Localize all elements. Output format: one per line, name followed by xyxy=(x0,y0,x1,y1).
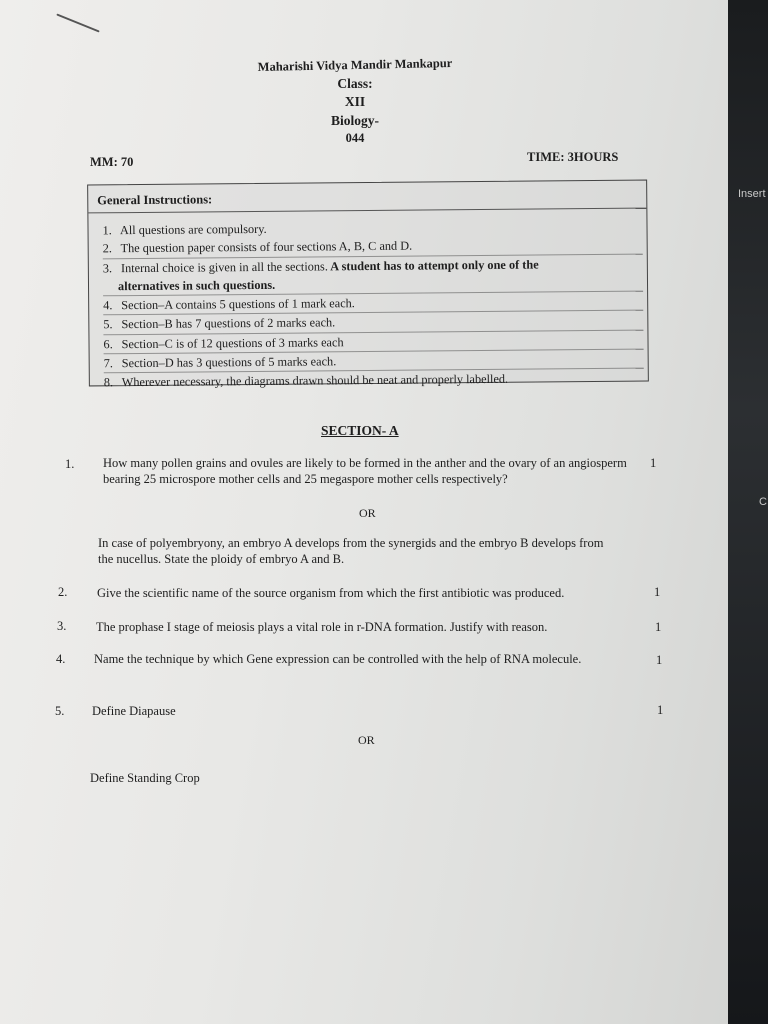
or-separator: OR xyxy=(359,506,376,520)
question-text: Give the scientific name of the source organism from which the first antibiotic was produced. xyxy=(97,586,565,600)
max-marks: MM: 70 xyxy=(90,155,134,169)
question-marks: 1 xyxy=(650,456,657,470)
subject-name: Biology- xyxy=(330,113,379,128)
instruction-item: 1. All questions are compulsory. xyxy=(102,221,267,238)
exam-time: TIME: 3HOURS xyxy=(527,150,619,164)
instruction-item: 6. Section–C is of 12 questions of 3 marks each xyxy=(103,330,643,354)
instructions-title: General Instructions: xyxy=(97,192,213,208)
alternative-question-text: Define Standing Crop xyxy=(90,771,200,785)
question-text: The prophase I stage of meiosis plays a vital role in r-DNA formation. Justify with reason. xyxy=(96,620,548,634)
question-text: Name the technique by which Gene expression can be controlled with the help of RNA molecule. xyxy=(94,652,582,666)
question-number: 3. xyxy=(57,619,67,633)
instructions-list xyxy=(102,217,643,392)
class-label: Class: xyxy=(337,76,373,91)
section-a-title: SECTION- A xyxy=(321,423,399,438)
question-marks: 1 xyxy=(654,585,661,599)
alternative-question-text: In case of polyembryony, an embryo A develops from the synergids and the embryo B develops from the nucellus. State the ploidy of embryo A and B. xyxy=(98,536,604,566)
instruction-item: 8. Wherever necessary, the diagrams drawn should be neat and properly labelled. xyxy=(103,372,509,390)
pen-mark xyxy=(56,13,99,32)
general-instructions-box xyxy=(87,180,649,390)
instruction-item: 3. Internal choice is given in all the sections. A student has to attempt only one of the alternatives in such questions. xyxy=(103,254,643,296)
instruction-item: 7. Section–D has 3 questions of 5 marks each. xyxy=(104,350,644,374)
question-marks: 1 xyxy=(656,653,663,667)
question-number: 1. xyxy=(65,457,75,471)
question-number: 5. xyxy=(55,704,65,718)
question-text: How many pollen grains and ovules are likely to be formed in the anther and the ovary of an angiosperm bearing 25 microspore mother cells and 25 megaspore mother cells respectively? xyxy=(103,456,627,486)
question-marks: 1 xyxy=(655,620,662,634)
monitor-edge xyxy=(728,0,768,1024)
question-marks: 1 xyxy=(657,703,664,717)
instruction-item: 2. The question paper consists of four sections A, B, C and D. xyxy=(103,235,643,259)
or-separator: OR xyxy=(358,733,375,747)
school-name: Maharishi Vidya Mandir Mankapur xyxy=(257,55,453,75)
subject-code: 044 xyxy=(345,131,365,145)
instruction-item: 5. Section–B has 7 questions of 2 marks each. xyxy=(103,311,643,335)
instructions-divider xyxy=(88,208,646,214)
key-c-label: C xyxy=(759,496,767,508)
class-value: XII xyxy=(344,94,366,109)
question-text: Define Diapause xyxy=(92,704,176,718)
instruction-item: 4. Section–A contains 5 questions of 1 mark each. xyxy=(103,292,643,316)
question-number: 2. xyxy=(58,585,68,599)
question-number: 4. xyxy=(56,652,66,666)
insert-key-label: Insert xyxy=(738,188,766,200)
